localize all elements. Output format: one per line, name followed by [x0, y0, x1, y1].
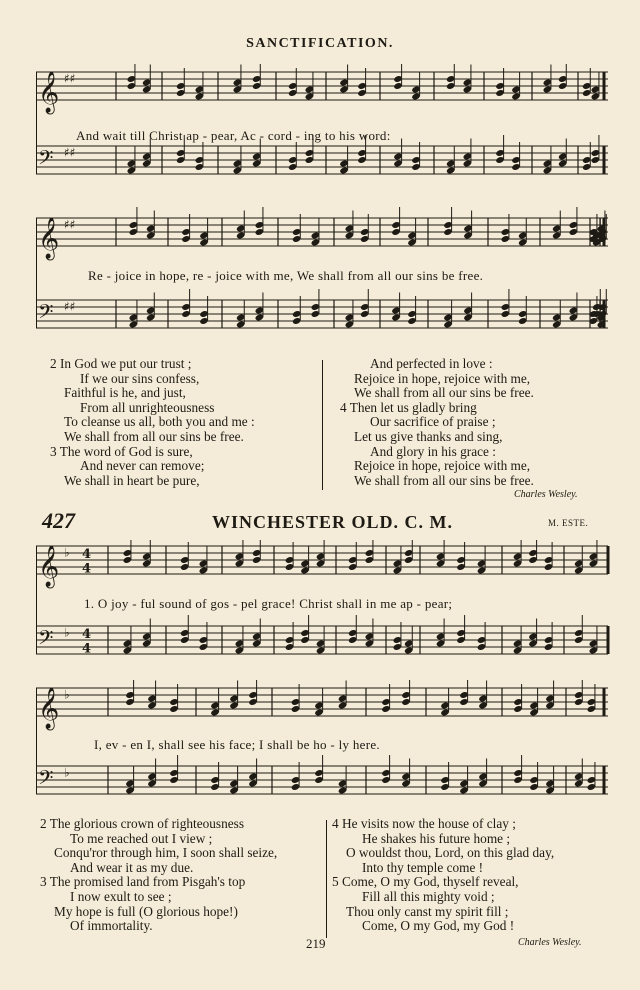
verse-line: He shakes his future home ;: [362, 830, 511, 846]
hymn-top-attribution: Charles Wesley.: [514, 489, 578, 500]
verse-line: I now exult to see ;: [70, 888, 172, 904]
verse-number: 5: [332, 874, 339, 890]
system-1-lyric: And wait till Christ ap - pear, Ac - cord - ing to his word:: [76, 128, 391, 143]
verse-3: [50, 445, 312, 489]
bass-clef-icon: 𝄢: [38, 766, 54, 794]
verse-line: If we our sins confess,: [80, 370, 200, 386]
verse-line: We shall from all our sins be free.: [354, 472, 534, 488]
verse-line: We shall in heart be pure,: [64, 472, 200, 488]
running-head: SANCTIFICATION.: [246, 36, 394, 51]
verse-line: From all unrighteousness: [80, 399, 215, 415]
verse-line: Fill all this mighty void ;: [362, 888, 495, 904]
verse-line: And wear it as my due.: [70, 859, 194, 875]
time-signature-bottom: 4: [82, 561, 92, 577]
verse-line: Let us give thanks and sing,: [354, 428, 503, 444]
composer: M. ESTE.: [548, 518, 589, 528]
verse-divider: [322, 360, 323, 490]
hymn-bottom-right-verses: [332, 817, 612, 934]
key-signature-icon: ♭: [64, 625, 70, 640]
page-number: 219: [306, 936, 326, 951]
verse-line: The glorious crown of righteousness: [49, 816, 244, 831]
verse-line: The word of God is sure,: [59, 443, 193, 459]
time-signature-bottom: 4: [82, 641, 92, 657]
treble-clef-icon: 𝄞: [38, 218, 60, 259]
hymn-title: WINCHESTER OLD. C. M.: [212, 512, 454, 532]
treble-clef-icon: 𝄞: [38, 546, 60, 587]
verse-line: And perfected in love :: [370, 356, 493, 371]
bass-clef-icon: 𝄢: [38, 300, 54, 328]
bass-clef-icon: 𝄢: [38, 146, 54, 174]
verse-line: To me reached out I view ;: [70, 830, 213, 846]
verse-4: [332, 817, 612, 875]
verse-line: The promised land from Pisgah's top: [49, 874, 246, 890]
verse-line: Of immortality.: [70, 918, 153, 934]
hymn-number: 427: [42, 508, 75, 533]
verse-divider: [326, 820, 327, 938]
verse-line: Rejoice in hope, rejoice with me,: [354, 458, 531, 474]
hymn-bottom-attribution: Charles Wesley.: [518, 937, 582, 948]
verse-number: 4: [340, 399, 347, 415]
verse-5: [332, 875, 612, 933]
verse-line: In God we put our trust ;: [59, 356, 192, 371]
verse-line: We shall from all our sins be free.: [354, 385, 534, 401]
verse-4: [340, 401, 610, 489]
verse-line: He visits now the house of clay ;: [341, 816, 516, 831]
key-signature-icon: ♯♯: [64, 217, 76, 232]
time-signature-top: 4: [82, 626, 92, 642]
treble-clef-icon: 𝄞: [38, 72, 60, 113]
verse-number: 3: [50, 443, 57, 459]
verse-2: [50, 357, 312, 445]
verse-number: 2: [50, 356, 57, 371]
verse-line: Our sacrifice of praise ;: [370, 414, 496, 430]
verse-line: Into thy temple come !: [362, 859, 484, 875]
verse-line: We shall from all our sins be free.: [64, 428, 244, 444]
hymn-top-left-verses: [50, 357, 312, 488]
verse-3-continued: [340, 357, 610, 401]
verse-number: 3: [40, 874, 47, 890]
verse-line: Conqu'ror through him, I soon shall seize,: [54, 845, 278, 861]
system-3-lyric: 1. O joy - ful sound of gos - pel grace! Christ shall in me ap - pear;: [84, 596, 453, 611]
system-4-lyric: I, ev - en I, shall see his face; I shall be ho - ly here.: [94, 737, 380, 752]
verse-line: And glory in his grace :: [370, 443, 496, 459]
verse-line: Thou only canst my spirit fill ;: [346, 903, 509, 919]
verse-number: 4: [332, 816, 339, 831]
key-signature-icon: ♭: [64, 687, 70, 702]
verse-line: Come, O my God, thyself reveal,: [341, 874, 519, 890]
verse-line: Come, O my God, my God !: [362, 918, 515, 934]
treble-clef-icon: 𝄞: [38, 688, 60, 729]
verse-line: Then let us gladly bring: [349, 399, 477, 415]
verse-line: To cleanse us all, both you and me :: [64, 414, 255, 430]
verse-3: [40, 875, 322, 933]
key-signature-icon: ♯♯: [64, 71, 76, 86]
verse-2: [40, 817, 322, 875]
verse-line: And never can remove;: [80, 458, 205, 474]
bass-clef-icon: 𝄢: [38, 626, 54, 654]
hymn-bottom-left-verses: [40, 817, 322, 934]
key-signature-icon: ♭: [64, 765, 70, 780]
key-signature-icon: ♯♯: [64, 145, 76, 160]
system-2-lyric: Re - joice in hope, re - joice with me, We shall from all our sins be free.: [88, 268, 484, 283]
verse-line: O wouldst thou, Lord, on this glad day,: [346, 845, 555, 861]
key-signature-icon: ♯♯: [64, 299, 76, 314]
verse-line: Rejoice in hope, rejoice with me,: [354, 370, 531, 386]
key-signature-icon: ♭: [64, 545, 70, 560]
verse-line: My hope is full (O glorious hope!): [54, 903, 238, 919]
verse-line: Faithful is he, and just,: [64, 385, 186, 401]
time-signature-top: 4: [82, 546, 92, 562]
verse-number: 2: [40, 816, 47, 831]
hymn-top-right-verses: [340, 357, 610, 488]
